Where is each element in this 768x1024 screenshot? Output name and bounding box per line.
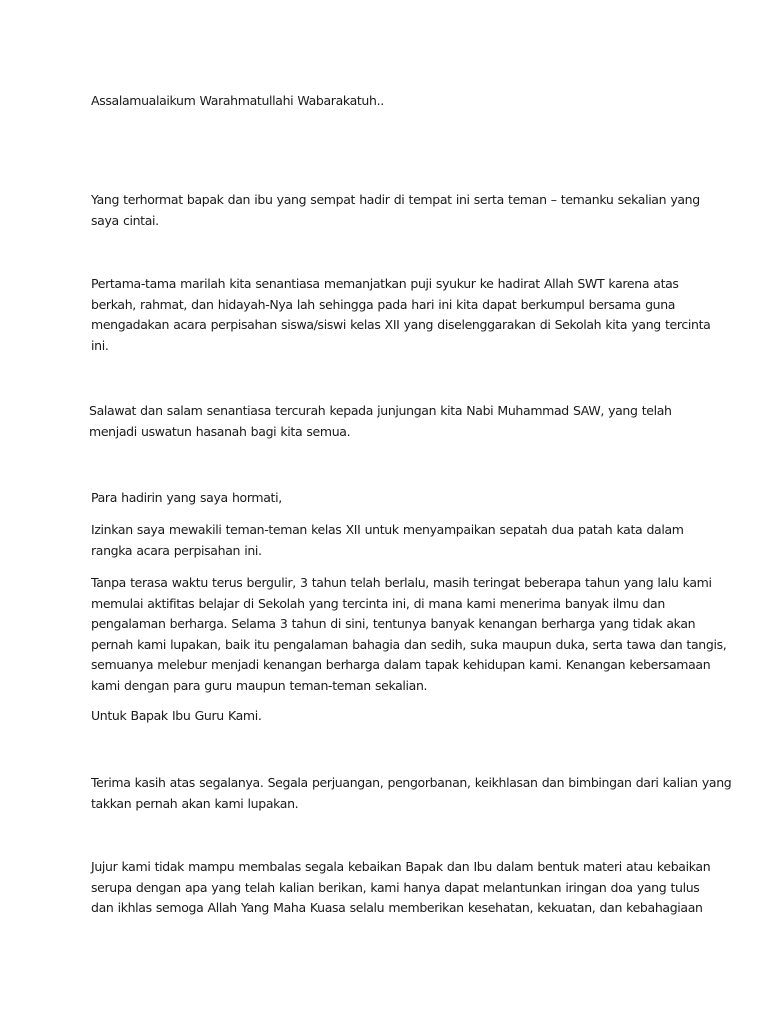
text-line: Salawat dan salam senantiasa tercurah kepada junjungan kita Nabi Muhammad SAW, yang telah — [89, 403, 672, 418]
prayer-paragraph — [91, 857, 711, 919]
salutation-paragraph — [91, 190, 700, 231]
text-line: Jujur kami tidak mampu membalas segala kebaikan Bapak dan Ibu dalam bentuk materi atau kebaikan — [91, 859, 711, 874]
salawat-paragraph — [89, 401, 689, 442]
text-line: mengadakan acara perpisahan siswa/siswi kelas XII yang diselenggarakan di Sekolah kita yang tercinta — [91, 317, 711, 333]
text-line: kami dengan para guru maupun teman-teman sekalian. — [91, 677, 428, 693]
audience-address-paragraph — [91, 488, 691, 509]
text-line: pengalaman berharga. Selama 3 tahun di sini, tentunya banyak kenangan berharga yang tidak akan — [91, 616, 696, 632]
text-line: ini. — [91, 337, 109, 353]
text-line: takkan pernah akan kami lupakan. — [91, 795, 299, 811]
text-line: berkah, rahmat, dan hidayah-Nya lah sehingga pada hari ini kita dapat berkumpul bersama guna — [91, 296, 676, 312]
text-line: Para hadirin yang saya hormati, — [91, 490, 282, 505]
teachers-heading-paragraph — [91, 706, 691, 727]
text-line: Yang terhormat bapak dan ibu yang sempat hadir di tempat ini serta teman – temanku sekalian yang — [91, 192, 700, 207]
text-line: Tanpa terasa waktu terus bergulir, 3 tahun telah berlalu, masih teringat beberapa tahun yang lalu kami — [91, 575, 712, 590]
text-line: semuanya melebur menjadi kenangan berharga dalam tapak kehidupan kami. Kenangan kebersamaan — [91, 657, 711, 673]
text-line: pernah kami lupakan, baik itu pengalaman bahagia dan sedih, suka maupun duka, serta tawa dan tangis, — [91, 636, 727, 652]
permission-paragraph — [91, 520, 691, 561]
memories-paragraph — [91, 573, 727, 697]
text-line: serupa dengan apa yang telah kalian berikan, kami hanya dapat melantunkan iringan doa yang tulus — [91, 879, 700, 895]
text-line: Assalamualaikum Warahmatullahi Wabarakatuh.. — [91, 93, 384, 108]
text-line: memulai aktifitas belajar di Sekolah yang tercinta ini, di mana kami menerima banyak ilmu dan — [91, 595, 665, 611]
opening-paragraph — [91, 274, 711, 356]
text-line: dan ikhlas semoga Allah Yang Maha Kuasa selalu memberikan kesehatan, kekuatan, dan kebahagiaan — [91, 900, 703, 916]
text-line: Pertama-tama marilah kita senantiasa memanjatkan puji syukur ke hadirat Allah SWT karena atas — [91, 276, 679, 291]
gratitude-paragraph — [91, 773, 732, 814]
text-line: Untuk Bapak Ibu Guru Kami. — [91, 708, 262, 723]
text-line: rangka acara perpisahan ini. — [91, 542, 262, 558]
greeting-paragraph — [91, 91, 691, 112]
text-line: saya cintai. — [91, 212, 159, 228]
text-line: Terima kasih atas segalanya. Segala perjuangan, pengorbanan, keikhlasan dan bimbingan dari kalian yang — [91, 775, 732, 790]
text-line: Izinkan saya mewakili teman-teman kelas XII untuk menyampaikan sepatah dua patah kata dalam — [91, 522, 684, 537]
text-line: menjadi uswatun hasanah bagi kita semua. — [89, 423, 351, 439]
